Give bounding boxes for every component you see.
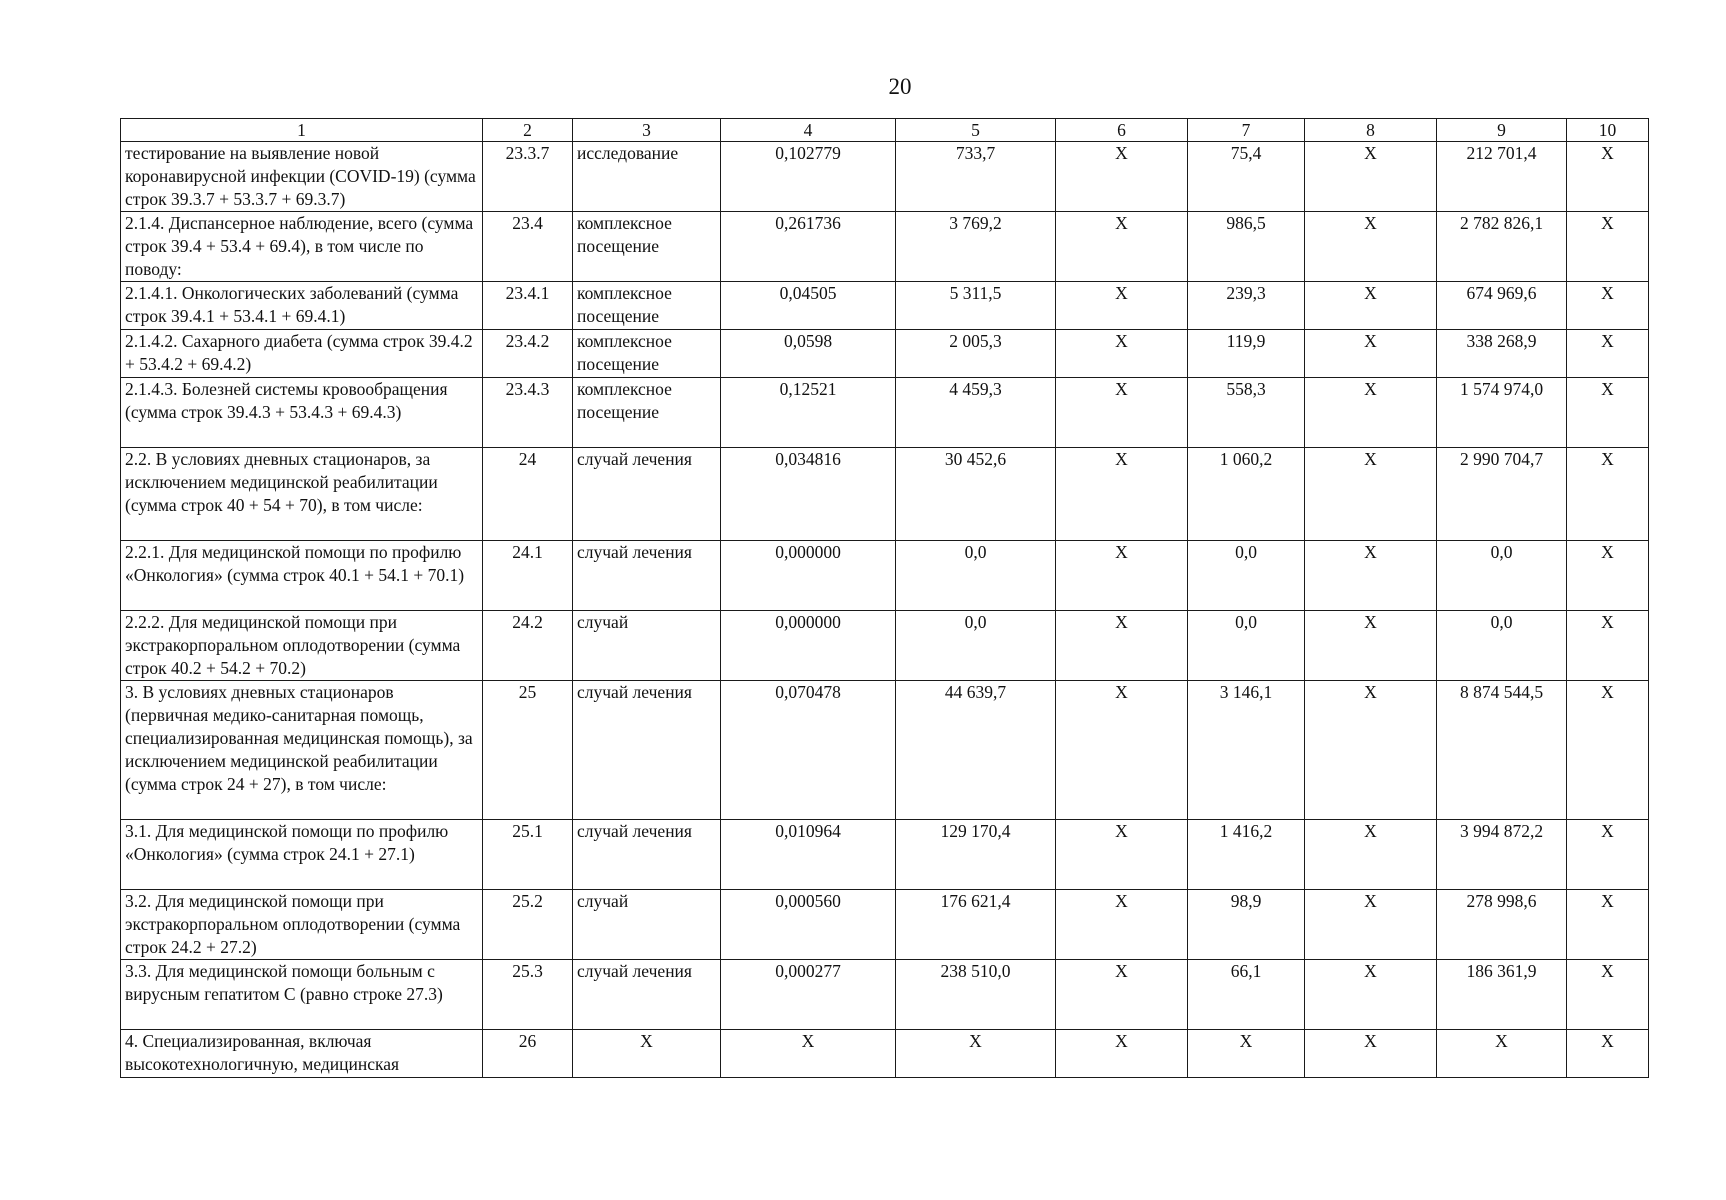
table-row: [121, 960, 1649, 1030]
cell-col10: X: [1567, 541, 1649, 611]
row-unit: случай лечения: [573, 448, 721, 541]
cell-col6: X: [1056, 1030, 1188, 1078]
cell-col4: 0,0598: [721, 330, 896, 378]
row-code: 23.3.7: [483, 142, 573, 212]
cell-col7: 239,3: [1188, 282, 1305, 330]
row-code: 24.1: [483, 541, 573, 611]
row-code: 25.2: [483, 890, 573, 960]
row-name: 2.1.4.3. Болезней системы кровообращения (сумма строк 39.4.3 + 53.4.3 + 69.4.3): [121, 378, 483, 448]
column-header-6: 6: [1056, 119, 1188, 142]
cell-col4: 0,261736: [721, 212, 896, 282]
cell-col10: X: [1567, 378, 1649, 448]
row-code: 25: [483, 681, 573, 820]
table-row: [121, 1030, 1649, 1078]
cell-col5: 238 510,0: [896, 960, 1056, 1030]
table-row: [121, 378, 1649, 448]
cell-col9: 8 874 544,5: [1437, 681, 1567, 820]
cell-col5: 733,7: [896, 142, 1056, 212]
cell-col5: 5 311,5: [896, 282, 1056, 330]
table-row: [121, 448, 1649, 541]
cell-col9: 1 574 974,0: [1437, 378, 1567, 448]
table-body: [121, 142, 1649, 1078]
cell-col10: X: [1567, 142, 1649, 212]
row-code: 26: [483, 1030, 573, 1078]
row-name: 2.1.4.1. Онкологических заболеваний (сумма строк 39.4.1 + 53.4.1 + 69.4.1): [121, 282, 483, 330]
table-row: [121, 330, 1649, 378]
cell-col8: X: [1305, 448, 1437, 541]
cell-col4: 0,000000: [721, 541, 896, 611]
row-unit: случай лечения: [573, 960, 721, 1030]
cell-col10: X: [1567, 890, 1649, 960]
row-name: 3.3. Для медицинской помощи больным с вирусным гепатитом С (равно строке 27.3): [121, 960, 483, 1030]
cell-col6: X: [1056, 611, 1188, 681]
table-row: [121, 142, 1649, 212]
table-row: [121, 890, 1649, 960]
cell-col4: 0,000277: [721, 960, 896, 1030]
cell-col7: 0,0: [1188, 611, 1305, 681]
cell-col10: X: [1567, 282, 1649, 330]
row-unit: комплексное посещение: [573, 330, 721, 378]
cell-col5: 30 452,6: [896, 448, 1056, 541]
row-unit: исследование: [573, 142, 721, 212]
column-header-10: 10: [1567, 119, 1649, 142]
cell-col8: X: [1305, 681, 1437, 820]
cell-col10: X: [1567, 681, 1649, 820]
row-code: 24.2: [483, 611, 573, 681]
cell-col5: 44 639,7: [896, 681, 1056, 820]
row-unit: случай лечения: [573, 681, 721, 820]
cell-col8: X: [1305, 960, 1437, 1030]
cell-col6: X: [1056, 212, 1188, 282]
cell-col10: X: [1567, 611, 1649, 681]
table-row: [121, 541, 1649, 611]
cell-col10: X: [1567, 820, 1649, 890]
cell-col5: 176 621,4: [896, 890, 1056, 960]
cell-col4: 0,000000: [721, 611, 896, 681]
table-row: [121, 611, 1649, 681]
row-code: 23.4.2: [483, 330, 573, 378]
cell-col9: 338 268,9: [1437, 330, 1567, 378]
cell-col10: X: [1567, 960, 1649, 1030]
cell-col8: X: [1305, 142, 1437, 212]
cell-col7: 0,0: [1188, 541, 1305, 611]
column-header-1: 1: [121, 119, 483, 142]
cell-col4: 0,12521: [721, 378, 896, 448]
column-header-3: 3: [573, 119, 721, 142]
column-header-8: 8: [1305, 119, 1437, 142]
row-unit: комплексное посещение: [573, 212, 721, 282]
cell-col7: 1 060,2: [1188, 448, 1305, 541]
cell-col10: X: [1567, 448, 1649, 541]
cell-col9: X: [1437, 1030, 1567, 1078]
cell-col9: 2 782 826,1: [1437, 212, 1567, 282]
row-name: 3.1. Для медицинской помощи по профилю «Онкология» (сумма строк 24.1 + 27.1): [121, 820, 483, 890]
cell-col9: 674 969,6: [1437, 282, 1567, 330]
column-header-7: 7: [1188, 119, 1305, 142]
cell-col5: 0,0: [896, 611, 1056, 681]
row-code: 25.3: [483, 960, 573, 1030]
cell-col4: 0,070478: [721, 681, 896, 820]
cell-col8: X: [1305, 890, 1437, 960]
cell-col4: 0,034816: [721, 448, 896, 541]
cell-col6: X: [1056, 541, 1188, 611]
cell-col7: 66,1: [1188, 960, 1305, 1030]
cell-col6: X: [1056, 378, 1188, 448]
row-name: 2.2.1. Для медицинской помощи по профилю «Онкология» (сумма строк 40.1 + 54.1 + 70.1): [121, 541, 483, 611]
row-name: тестирование на выявление новой коронавирусной инфекции (COVID-19) (сумма строк 39.3.7 + 53.3.7 + 69.3.7): [121, 142, 483, 212]
cell-col5: 3 769,2: [896, 212, 1056, 282]
column-header-5: 5: [896, 119, 1056, 142]
cell-col9: 3 994 872,2: [1437, 820, 1567, 890]
cell-col10: X: [1567, 1030, 1649, 1078]
cell-col6: X: [1056, 448, 1188, 541]
cell-col4: 0,04505: [721, 282, 896, 330]
row-code: 23.4: [483, 212, 573, 282]
row-unit: X: [573, 1030, 721, 1078]
cell-col10: X: [1567, 330, 1649, 378]
cell-col9: 0,0: [1437, 611, 1567, 681]
row-name: 2.1.4.2. Сахарного диабета (сумма строк 39.4.2 + 53.4.2 + 69.4.2): [121, 330, 483, 378]
row-name: 3. В условиях дневных стационаров (первичная медико-санитарная помощь, специализированная медицинская помощь), за исключением медицинской реабилитации (сумма строк 24 + 27), в том числе:: [121, 681, 483, 820]
row-code: 23.4.1: [483, 282, 573, 330]
cell-col6: X: [1056, 820, 1188, 890]
header-row: [121, 119, 1649, 142]
cell-col8: X: [1305, 820, 1437, 890]
cell-col8: X: [1305, 282, 1437, 330]
cell-col4: 0,102779: [721, 142, 896, 212]
cell-col8: X: [1305, 1030, 1437, 1078]
cell-col7: 1 416,2: [1188, 820, 1305, 890]
data-table: [120, 118, 1649, 1078]
row-unit: комплексное посещение: [573, 282, 721, 330]
row-unit: комплексное посещение: [573, 378, 721, 448]
cell-col8: X: [1305, 541, 1437, 611]
cell-col6: X: [1056, 282, 1188, 330]
table-row: [121, 820, 1649, 890]
cell-col4: X: [721, 1030, 896, 1078]
cell-col6: X: [1056, 890, 1188, 960]
cell-col8: X: [1305, 212, 1437, 282]
cell-col7: 98,9: [1188, 890, 1305, 960]
cell-col5: X: [896, 1030, 1056, 1078]
row-code: 23.4.3: [483, 378, 573, 448]
cell-col7: 75,4: [1188, 142, 1305, 212]
cell-col7: 3 146,1: [1188, 681, 1305, 820]
cell-col6: X: [1056, 142, 1188, 212]
cell-col5: 2 005,3: [896, 330, 1056, 378]
cell-col9: 186 361,9: [1437, 960, 1567, 1030]
cell-col4: 0,010964: [721, 820, 896, 890]
cell-col7: 119,9: [1188, 330, 1305, 378]
row-name: 2.1.4. Диспансерное наблюдение, всего (сумма строк 39.4 + 53.4 + 69.4), в том числе по поводу:: [121, 212, 483, 282]
row-code: 25.1: [483, 820, 573, 890]
cell-col7: X: [1188, 1030, 1305, 1078]
column-header-2: 2: [483, 119, 573, 142]
page-number: 20: [888, 74, 912, 99]
cell-col8: X: [1305, 611, 1437, 681]
cell-col8: X: [1305, 330, 1437, 378]
cell-col5: 4 459,3: [896, 378, 1056, 448]
cell-col5: 0,0: [896, 541, 1056, 611]
cell-col5: 129 170,4: [896, 820, 1056, 890]
row-name: 4. Специализированная, включая высокотехнологичную, медицинская: [121, 1030, 483, 1078]
row-name: 2.2. В условиях дневных стационаров, за исключением медицинской реабилитации (сумма строк 40 + 54 + 70), в том числе:: [121, 448, 483, 541]
table-row: [121, 282, 1649, 330]
row-unit: случай лечения: [573, 820, 721, 890]
cell-col4: 0,000560: [721, 890, 896, 960]
row-unit: случай: [573, 890, 721, 960]
cell-col9: 2 990 704,7: [1437, 448, 1567, 541]
table-header: [121, 119, 1649, 142]
row-name: 3.2. Для медицинской помощи при экстракорпоральном оплодотворении (сумма строк 24.2 + 27.2): [121, 890, 483, 960]
cell-col10: X: [1567, 212, 1649, 282]
row-code: 24: [483, 448, 573, 541]
table-row: [121, 681, 1649, 820]
cell-col9: 0,0: [1437, 541, 1567, 611]
column-header-4: 4: [721, 119, 896, 142]
cell-col7: 558,3: [1188, 378, 1305, 448]
row-name: 2.2.2. Для медицинской помощи при экстракорпоральном оплодотворении (сумма строк 40.2 + 54.2 + 70.2): [121, 611, 483, 681]
row-unit: случай лечения: [573, 541, 721, 611]
row-unit: случай: [573, 611, 721, 681]
column-header-9: 9: [1437, 119, 1567, 142]
table-row: [121, 212, 1649, 282]
cell-col7: 986,5: [1188, 212, 1305, 282]
cell-col9: 278 998,6: [1437, 890, 1567, 960]
cell-col6: X: [1056, 681, 1188, 820]
cell-col6: X: [1056, 960, 1188, 1030]
cell-col9: 212 701,4: [1437, 142, 1567, 212]
cell-col6: X: [1056, 330, 1188, 378]
cell-col8: X: [1305, 378, 1437, 448]
